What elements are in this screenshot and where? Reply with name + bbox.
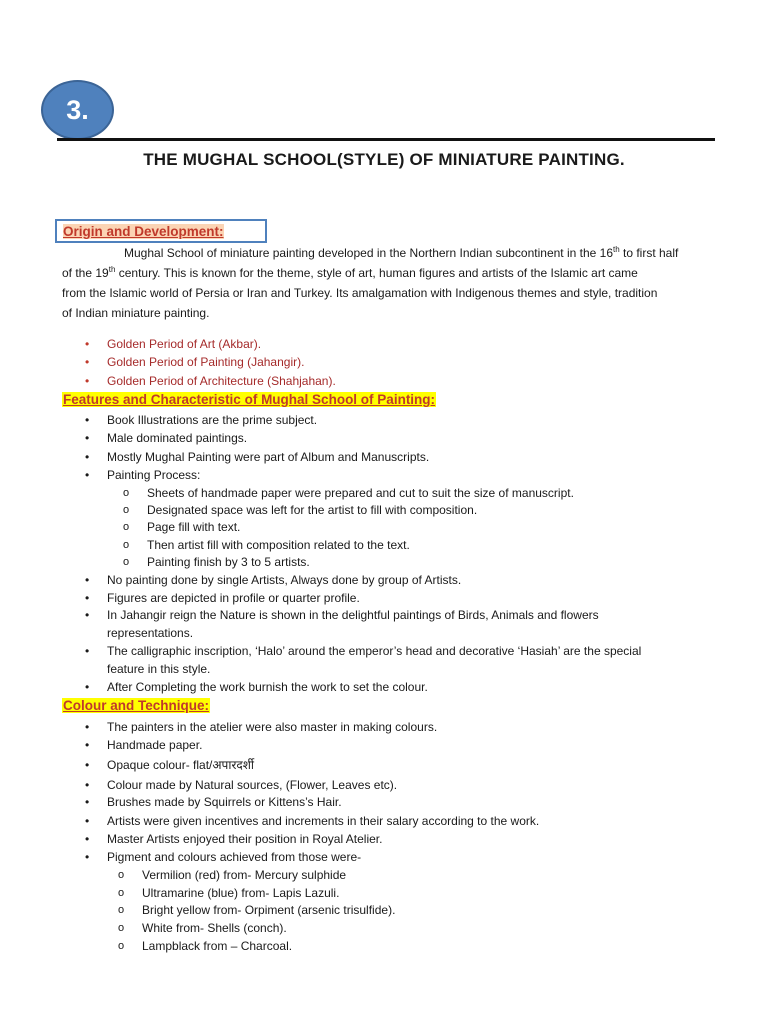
list-item: • Colour made by Natural sources, (Flower, Leaves etc).: [85, 778, 398, 792]
list-item-continuation: feature in this style.: [107, 662, 211, 676]
sub-list-item: o Bright yellow from- Orpiment (arsenic trisulfide).: [118, 903, 396, 917]
bullet-icon: •: [85, 680, 90, 694]
list-item: • In Jahangir reign the Nature is shown in the delightful paintings of Birds, Animals and flowers: [85, 608, 599, 622]
circle-bullet-icon: o: [123, 504, 130, 516]
bullet-icon: •: [85, 450, 90, 464]
list-item: • The calligraphic inscription, ‘Halo’ around the emperor’s head and decorative ‘Hasiah’ are the special: [85, 644, 642, 658]
circle-bullet-icon: o: [123, 487, 130, 499]
bullet-icon: •: [85, 468, 90, 482]
list-item: • Golden Period of Art (Akbar).: [85, 337, 262, 351]
paragraph-line: from the Islamic world of Persia or Iran and Turkey. Its amalgamation with Indigenous themes and style, tradition: [62, 286, 658, 300]
list-item: • Painting Process:: [85, 468, 201, 482]
sub-list-item: o Page fill with text.: [123, 520, 241, 534]
list-item: • Golden Period of Painting (Jahangir).: [85, 355, 305, 369]
sub-list-item: o White from- Shells (conch).: [118, 921, 287, 935]
origin-heading-box: [55, 219, 267, 243]
bullet-icon: •: [85, 413, 90, 427]
origin-heading: Origin and Development:: [63, 223, 224, 239]
sub-list-item: o Then artist fill with composition related to the text.: [123, 538, 410, 552]
bullet-icon: •: [85, 573, 90, 587]
origin-paragraph: [62, 243, 710, 323]
bullet-icon: •: [85, 337, 90, 351]
colour-heading: Colour and Technique:: [63, 698, 209, 713]
circle-bullet-icon: o: [118, 887, 125, 899]
bullet-icon: •: [85, 814, 90, 828]
page-title: THE MUGHAL SCHOOL(STYLE) OF MINIATURE PAINTING.: [143, 150, 625, 169]
bullet-icon: •: [85, 374, 90, 388]
circle-bullet-icon: o: [123, 556, 130, 568]
list-item: • Brushes made by Squirrels or Kittens’s Hair.: [85, 795, 342, 809]
list-item: • Figures are depicted in profile or quarter profile.: [85, 591, 360, 605]
list-item: • Handmade paper.: [85, 738, 203, 752]
list-item: • Male dominated paintings.: [85, 431, 248, 445]
circle-bullet-icon: o: [123, 521, 130, 533]
features-heading: Features and Characteristic of Mughal School of Painting:: [63, 392, 436, 407]
paragraph-line: of the 19th century. This is known for the theme, style of art, human figures and artists of the Islamic art came: [62, 265, 638, 280]
bullet-icon: •: [85, 431, 90, 445]
list-item: • Golden Period of Architecture (Shahjahan).: [85, 374, 336, 388]
sub-list-item: o Ultramarine (blue) from- Lapis Lazuli.: [118, 886, 340, 900]
bullet-icon: •: [85, 608, 90, 622]
bullet-icon: •: [85, 850, 90, 864]
circle-bullet-icon: o: [118, 869, 125, 881]
bullet-icon: •: [85, 738, 90, 752]
bullet-icon: •: [85, 795, 90, 809]
bullet-icon: •: [85, 591, 90, 605]
list-item: • Master Artists enjoyed their position in Royal Atelier.: [85, 832, 383, 846]
bullet-icon: •: [85, 778, 90, 792]
heading-rule: [57, 138, 715, 141]
sub-list-item: o Sheets of handmade paper were prepared and cut to suit the size of manuscript.: [123, 486, 574, 500]
list-item-continuation: representations.: [107, 626, 194, 640]
list-item: • Artists were given incentives and increments in their salary according to the work.: [85, 814, 540, 828]
circle-bullet-icon: o: [118, 940, 125, 952]
paragraph-line: of Indian miniature painting.: [62, 306, 210, 320]
section-number-badge: 3.: [41, 80, 114, 140]
circle-bullet-icon: o: [123, 539, 130, 551]
list-item: • No painting done by single Artists, Always done by group of Artists.: [85, 573, 462, 587]
list-item: • Opaque colour- flat/अपारदर्शी: [85, 758, 255, 772]
bullet-icon: •: [85, 720, 90, 734]
list-item: • Mostly Mughal Painting were part of Album and Manuscripts.: [85, 450, 430, 464]
circle-bullet-icon: o: [118, 904, 125, 916]
circle-bullet-icon: o: [118, 922, 125, 934]
sub-list-item: o Vermilion (red) from- Mercury sulphide: [118, 868, 347, 882]
sub-list-item: o Designated space was left for the artist to fill with composition.: [123, 503, 478, 517]
list-item: • Book Illustrations are the prime subject.: [85, 413, 318, 427]
list-item: • The painters in the atelier were also master in making colours.: [85, 720, 438, 734]
bullet-icon: •: [85, 644, 90, 658]
bullet-icon: •: [85, 758, 90, 772]
list-item: • Pigment and colours achieved from those were-: [85, 850, 362, 864]
list-item: • After Completing the work burnish the work to set the colour.: [85, 680, 428, 694]
sub-list-item: o Lampblack from – Charcoal.: [118, 939, 293, 953]
sub-list-item: o Painting finish by 3 to 5 artists.: [123, 555, 310, 569]
bullet-icon: •: [85, 832, 90, 846]
bullet-icon: •: [85, 355, 90, 369]
paragraph-line: Mughal School of miniature painting developed in the Northern Indian subcontinent in the 16th to first half: [124, 245, 679, 260]
